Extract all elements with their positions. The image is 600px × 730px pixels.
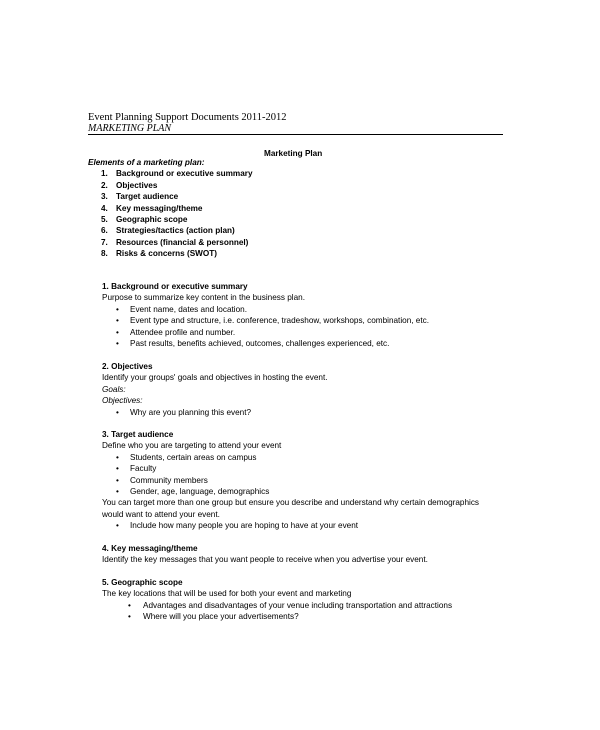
list-item: • Event name, dates and location. <box>116 304 247 314</box>
objectives-label: Objectives: <box>102 396 143 406</box>
bullet-icon: • <box>116 464 119 474</box>
bullet-icon: • <box>116 339 119 349</box>
list-item: • Faculty <box>116 464 157 474</box>
bullet-icon: • <box>116 327 119 337</box>
section-objectives <box>88 361 518 418</box>
list-item: • Event type and structure, i.e. conference, tradeshow, workshops, combination, etc. <box>116 316 430 326</box>
list-item: 6. Strategies/tactics (action plan) <box>101 226 235 236</box>
list-item: • Advantages and disadvantages of your venue including transportation and attractions <box>128 600 453 610</box>
list-item: 4. Key messaging/theme <box>101 203 203 213</box>
bullet-icon: • <box>128 612 131 622</box>
elements-list <box>88 157 518 260</box>
section-intro: The key locations that will be used for both your event and marketing <box>102 589 352 599</box>
section-intro: Purpose to summarize key content in the business plan. <box>102 293 305 303</box>
list-item: 2. Objectives <box>101 180 158 190</box>
section-intro: Define who you are targeting to attend your event <box>102 441 282 451</box>
list-item: • Gender, age, language, demographics <box>116 487 270 497</box>
bullet-icon: • <box>128 600 131 610</box>
bullet-icon: • <box>116 304 119 314</box>
header-title: Event Planning Support Documents 2011-2012 <box>88 112 287 123</box>
list-item: • Past results, benefits achieved, outcomes, challenges experienced, etc. <box>116 339 390 349</box>
section-geographic-scope <box>88 577 518 623</box>
header-subtitle: MARKETING PLAN <box>88 123 172 134</box>
section-intro: Identify the key messages that you want people to receive when you advertise your event. <box>102 555 428 565</box>
list-item: 3. Target audience <box>101 192 179 202</box>
list-item: 7. Resources (financial & personnel) <box>101 237 249 247</box>
section-heading: 5. Geographic scope <box>102 578 183 587</box>
list-item: • Community members <box>116 475 208 485</box>
list-item: • Where will you place your advertisements? <box>128 612 299 622</box>
bullet-icon: • <box>116 487 119 497</box>
bullet-icon: • <box>116 475 119 485</box>
bullet-icon: • <box>116 407 119 417</box>
section-heading: 4. Key messaging/theme <box>102 544 198 553</box>
list-item: • Include how many people you are hoping to have at your event <box>116 521 359 531</box>
section-heading: 3. Target audience <box>102 430 174 439</box>
goals-label: Goals: <box>102 384 126 394</box>
bullet-icon: • <box>116 452 119 462</box>
list-item: • Why are you planning this event? <box>116 407 252 417</box>
section-paragraph: would want to attend your event. <box>102 509 220 519</box>
list-item: 1. Background or executive summary <box>101 169 253 179</box>
list-item: • Attendee profile and number. <box>116 327 236 337</box>
list-item: • Students, certain areas on campus <box>116 452 257 462</box>
bullet-icon: • <box>116 316 119 326</box>
list-item: 5. Geographic scope <box>101 215 188 225</box>
list-item: 8. Risks & concerns (SWOT) <box>101 249 218 259</box>
section-background <box>88 281 518 349</box>
elements-items <box>88 168 518 259</box>
header-divider <box>88 134 503 135</box>
section-heading: 2. Objectives <box>102 362 153 371</box>
section-key-messaging <box>88 543 518 566</box>
bullet-icon: • <box>116 521 119 531</box>
section-paragraph: You can target more than one group but ensure you describe and understand why certain demographics <box>102 498 480 508</box>
elements-heading: Elements of a marketing plan: <box>88 158 205 167</box>
section-target-audience <box>88 429 518 532</box>
section-intro: Identify your groups' goals and objectives in hosting the event. <box>102 373 328 383</box>
section-heading: 1. Background or executive summary <box>102 282 248 291</box>
document-title: Marketing Plan <box>264 149 323 158</box>
